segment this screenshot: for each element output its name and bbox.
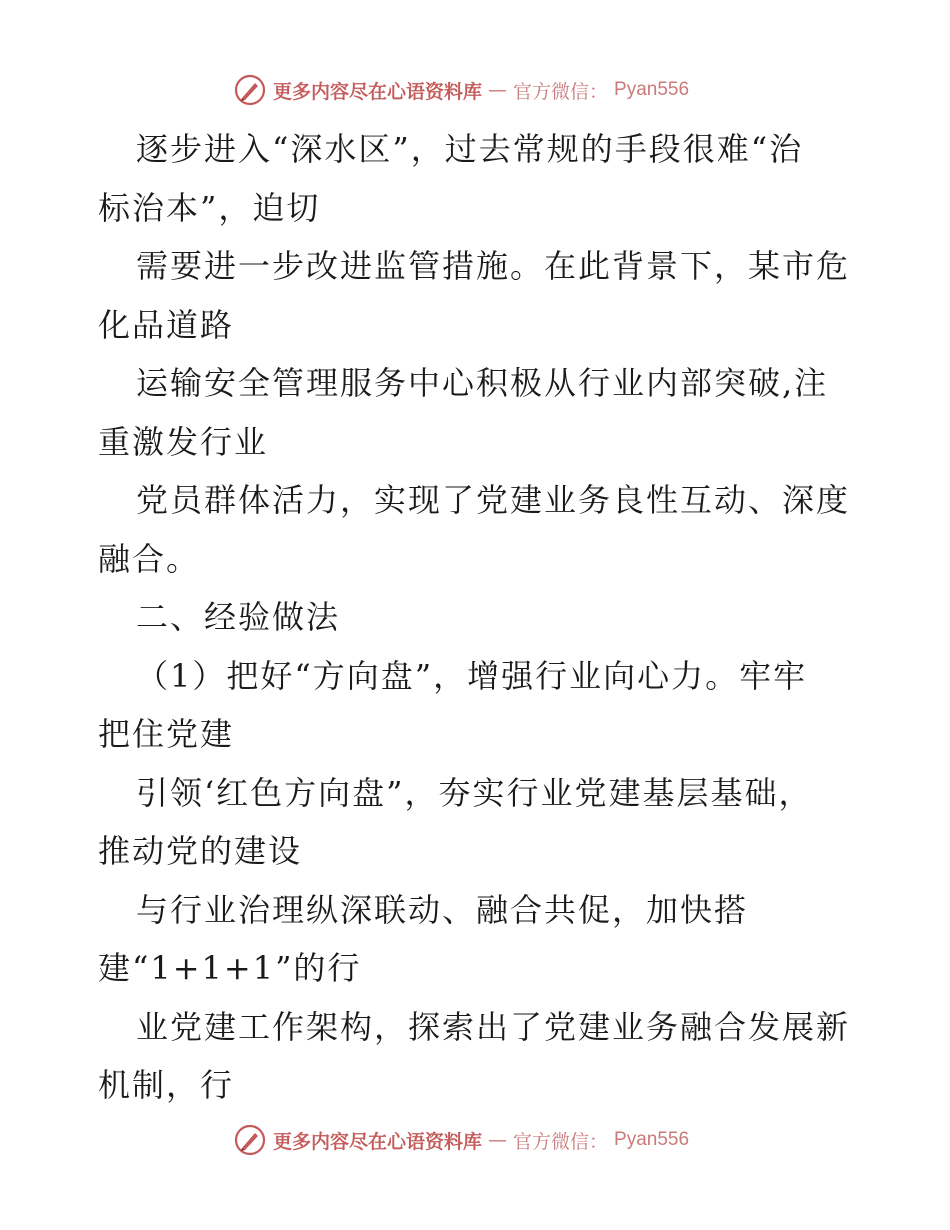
text-line: 融合。 xyxy=(98,539,201,578)
watermark-separator: — xyxy=(488,79,508,101)
watermark-separator: — xyxy=(488,1129,508,1151)
text-line: 需要进一步改进监管措施。在此背景下，某市危 xyxy=(136,247,851,285)
footer-watermark xyxy=(233,1122,689,1158)
pen-logo-icon xyxy=(233,1123,267,1157)
text-line: 化品道路 xyxy=(98,305,235,344)
text-line: 把住党建 xyxy=(98,715,235,753)
text-line: （1）把好“方向盘”，增强行业向心力。牢牢 xyxy=(136,656,808,695)
text-line: 标治本”，迫切 xyxy=(98,188,321,227)
header-watermark xyxy=(233,72,689,108)
pen-logo-icon xyxy=(233,73,267,107)
text-line: 建“1+1+1”的行 xyxy=(98,949,362,987)
text-line: 运输安全管理服务中心积极从行业内部突破,注 xyxy=(136,364,829,402)
watermark-suffix: 官方微信： xyxy=(513,80,609,103)
text-line: 重激发行业 xyxy=(98,422,269,461)
text-line: 推动党的建设 xyxy=(98,832,303,870)
text-line: 二、经验做法 xyxy=(136,598,341,636)
text-line: 与行业治理纵深联动、融合共促，加快搭 xyxy=(136,890,749,929)
watermark-handle: Pyan556 xyxy=(614,79,690,100)
text-line: 机制，行 xyxy=(98,1066,235,1104)
watermark-suffix: 官方微信： xyxy=(513,1130,609,1153)
watermark-handle: Pyan556 xyxy=(614,1129,690,1150)
watermark-brand: 更多内容尽在心语资料库 xyxy=(273,1130,483,1153)
document-body xyxy=(98,120,858,1115)
text-line: 逐步进入“深水区”，过去常规的手段很难“治 xyxy=(136,130,804,168)
text-line: 引领‘红色方向盘”，夯实行业党建基层基础， xyxy=(136,773,813,812)
text-line: 党员群体活力，实现了党建业务良性互动、深度 xyxy=(136,481,851,519)
watermark-brand: 更多内容尽在心语资料库 xyxy=(273,80,483,103)
text-line: 业党建工作架构，探索出了党建业务融合发展新 xyxy=(136,1007,851,1046)
